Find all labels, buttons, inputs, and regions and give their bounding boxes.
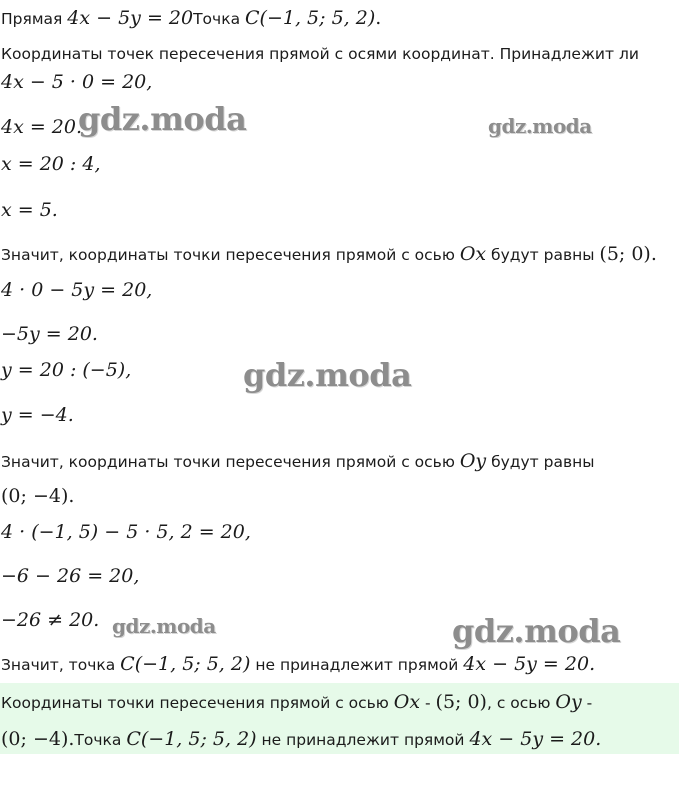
task-text: Координаты точек пересечения прямой с осями координат. Принадлежит ли [1,45,639,63]
ox-step-3: x = 20 : 4, [1,153,101,175]
oy-step-4: y = −4. [1,404,74,426]
ox-step-4: x = 5. [1,199,58,221]
point-c-check: C(−1, 5; 5, 2) [120,653,251,675]
oy-step-2: −5y = 20. [1,323,98,345]
intro-label: Прямая [1,10,63,28]
answer-line-2: (0; −4).Точка C(−1, 5; 5, 2) не принадлежит прямой 4x − 5y = 20. [1,728,602,750]
header-line [1,7,381,30]
watermark: gdz.moda [488,114,592,138]
oy-conclusion: Значит, координаты точки пересечения прямой с осью Oy будут равны [1,450,595,472]
point-end: . [375,7,382,29]
watermark: gdz.moda [243,356,412,394]
oy-step-1: 4 · 0 − 5y = 20, [1,279,153,301]
ox-step-1: 4x − 5 · 0 = 20, [1,71,153,93]
line-equation-check: 4x − 5y = 20. [463,653,596,675]
watermark: gdz.moda [112,614,216,638]
oy-step-3: y = 20 : (−5), [1,359,132,381]
watermark: gdz.moda [452,612,621,650]
point-label: Точка [193,10,241,28]
check-step-3: −26 ≠ 20. [1,609,100,631]
answer-line-1: Координаты точки пересечения прямой с осью Ox - (5; 0), с осью Oy - [1,691,593,713]
axis-ox: Ox [459,243,487,265]
check-step-2: −6 − 26 = 20, [1,565,140,587]
ox-conclusion: Значит, координаты точки пересечения прямой с осью Ox будут равны (5; 0). [1,243,657,265]
ox-step-2: 4x = 20. [1,116,83,138]
axis-oy: Oy [459,450,487,472]
ox-point: (5; 0). [599,243,657,265]
check-conclusion: Значит, точка C(−1, 5; 5, 2) не принадлежит прямой 4x − 5y = 20. [1,653,596,675]
line-equation: 4x − 5y = 20 [67,7,194,29]
check-step-1: 4 · (−1, 5) − 5 · 5, 2 = 20, [1,521,251,543]
watermark: gdz.moda [78,100,247,138]
point-c: C(−1, 5; 5, 2) [245,7,376,29]
answer-block [0,683,679,754]
oy-point: (0; −4). [1,485,75,507]
